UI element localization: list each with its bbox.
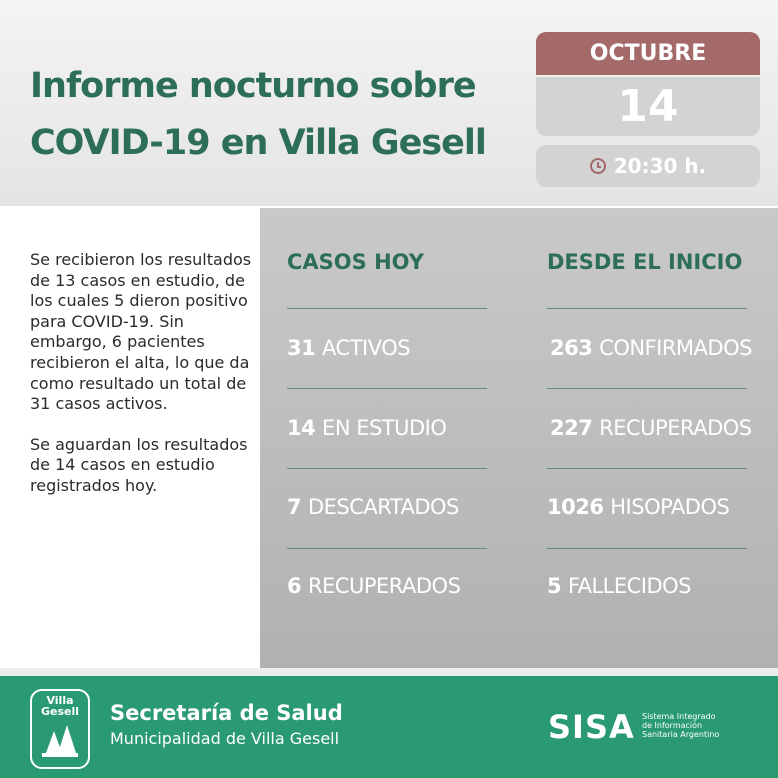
sisa-desc-line-1: Sistema Integrado — [642, 712, 716, 721]
date-month: OCTUBRE — [536, 32, 760, 75]
logo-text-line-2: Gesell — [40, 705, 80, 718]
report-summary — [30, 250, 260, 517]
sisa-logo: SISA — [548, 708, 635, 746]
stat-label: EN ESTUDIO — [322, 416, 447, 440]
stat-label: CONFIRMADOS — [599, 336, 752, 360]
stat-value: 263 — [550, 336, 593, 360]
title-line-1: Informe nocturno sobre — [30, 66, 476, 106]
total-stat — [550, 416, 752, 440]
total-stat — [547, 495, 729, 519]
divider — [287, 308, 487, 309]
today-stat — [287, 416, 446, 440]
stat-label: FALLECIDOS — [567, 574, 692, 598]
stat-value: 31 — [287, 336, 316, 360]
total-header: DESDE EL INICIO — [547, 250, 743, 274]
today-stat — [287, 574, 460, 598]
stat-label: HISOPADOS — [610, 495, 730, 519]
stat-value: 227 — [550, 416, 593, 440]
logo-text-line-1: Villa — [46, 694, 74, 707]
header — [0, 0, 778, 206]
sisa-desc-line-2: de Información — [642, 721, 703, 730]
today-header: CASOS HOY — [287, 250, 424, 274]
page-title — [30, 58, 486, 172]
divider — [547, 388, 747, 389]
pine-tree-icon — [32, 691, 88, 767]
divider — [287, 388, 487, 389]
today-stat — [287, 495, 459, 519]
footer — [0, 676, 778, 778]
total-stat — [550, 336, 752, 360]
stat-label: RECUPERADOS — [599, 416, 752, 440]
stat-value: 6 — [287, 574, 302, 598]
stat-label: RECUPERADOS — [307, 574, 461, 598]
footer-separator — [0, 668, 778, 676]
stat-label: DESCARTADOS — [307, 495, 459, 519]
date-day: 14 — [536, 77, 760, 136]
villa-gesell-logo — [30, 689, 90, 769]
stat-label: ACTIVOS — [322, 336, 411, 360]
stat-value: 14 — [287, 416, 316, 440]
divider — [547, 468, 747, 469]
clock-icon — [590, 158, 606, 174]
org-subtitle: Municipalidad de Villa Gesell — [110, 729, 340, 748]
org-title: Secretaría de Salud — [110, 701, 343, 725]
stats-panel — [260, 208, 778, 668]
total-stat — [547, 574, 691, 598]
summary-paragraph-2: Se aguardan los resultados de 14 casos en estudio registrados hoy. — [30, 434, 248, 495]
divider — [547, 548, 747, 549]
report-time — [536, 145, 760, 187]
report-time-text: 20:30 h. — [613, 154, 707, 178]
stat-value: 7 — [287, 495, 302, 519]
divider — [287, 548, 487, 549]
title-line-2: COVID-19 en Villa Gesell — [30, 123, 486, 163]
summary-paragraph-1: Se recibieron los resultados de 13 casos en estudio, de los cuales 5 dieron positivo para COVID-19. Sin embargo, 6 pacientes recibieron el alta, lo que da como resultado un total de 31 casos activos. — [30, 250, 252, 414]
stat-value: 1026 — [547, 495, 604, 519]
sisa-desc-line-3: Sanitaria Argentino — [642, 730, 720, 739]
sisa-description — [642, 712, 762, 739]
divider — [287, 468, 487, 469]
today-stat — [287, 336, 410, 360]
stat-value: 5 — [547, 574, 562, 598]
divider — [547, 308, 747, 309]
